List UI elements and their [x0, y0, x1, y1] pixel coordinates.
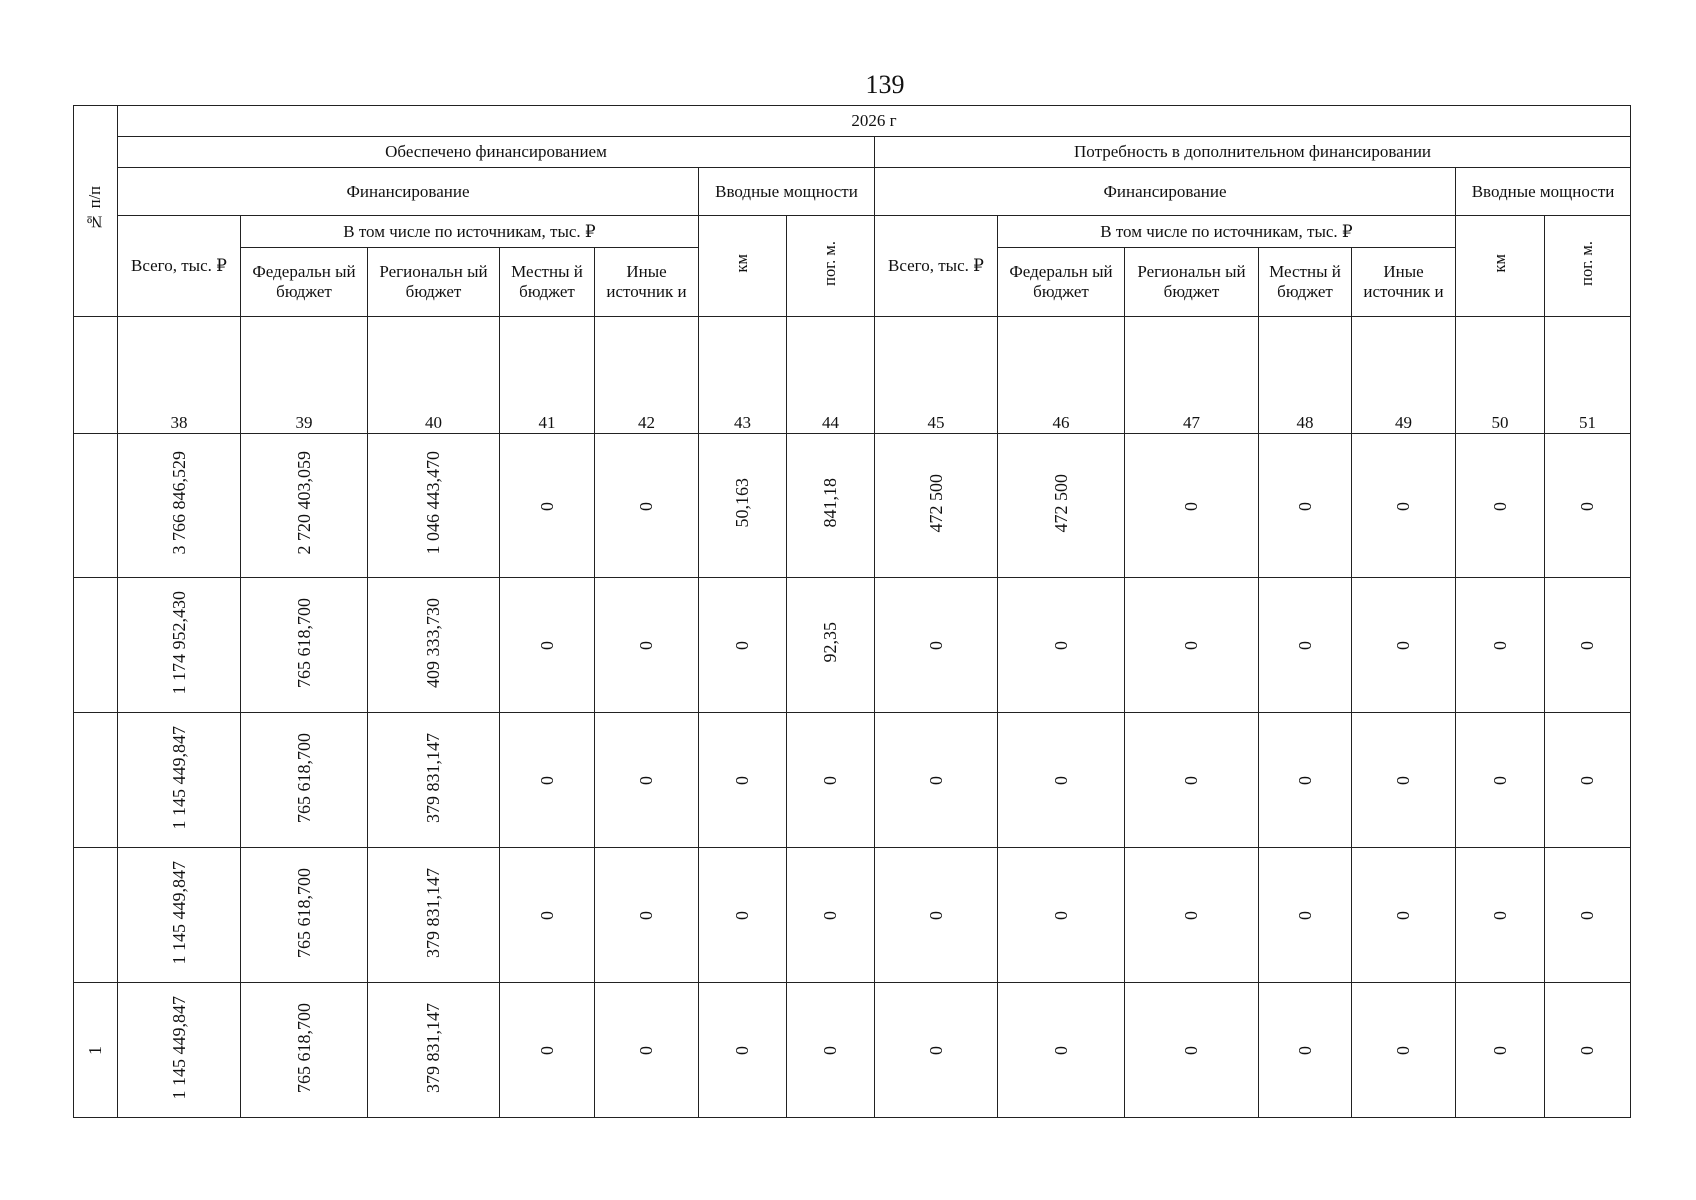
column-number: 39 [241, 317, 368, 434]
table-cell: 379 831,147 [368, 713, 500, 848]
table-cell: 0 [699, 578, 787, 713]
table-cell: 765 618,700 [241, 983, 368, 1118]
table-cell: 0 [500, 983, 595, 1118]
column-number: 45 [875, 317, 998, 434]
secured-financing-header: Обеспечено финансированием [118, 137, 875, 168]
other-header: Иные источник и [595, 248, 699, 317]
table-cell: 0 [1352, 578, 1456, 713]
table-cell: 0 [1352, 848, 1456, 983]
total-header-2: Всего, тыс. ₽ [875, 216, 998, 317]
table-cell: 0 [1352, 434, 1456, 578]
column-number: 47 [1125, 317, 1259, 434]
table-cell: 1 046 443,470 [368, 434, 500, 578]
table-cell: 0 [875, 713, 998, 848]
table-cell: 3 766 846,529 [118, 434, 241, 578]
financing-header-2: Финансирование [875, 168, 1456, 216]
row-number-header: № п/п [74, 106, 118, 317]
table-cell: 472 500 [875, 434, 998, 578]
column-number: 41 [500, 317, 595, 434]
row-number-cell [74, 434, 118, 578]
table-cell: 0 [595, 713, 699, 848]
table-row [74, 578, 1631, 713]
table-cell: 0 [875, 983, 998, 1118]
local-header: Местны й бюджет [500, 248, 595, 317]
table-cell: 0 [500, 434, 595, 578]
table-cell: 0 [500, 713, 595, 848]
pog-m-header-2: пог. м. [1545, 216, 1631, 317]
table-cell: 765 618,700 [241, 578, 368, 713]
capacities-header: Вводные мощности [699, 168, 875, 216]
table-cell: 0 [998, 578, 1125, 713]
table-row [74, 434, 1631, 578]
financing-table [73, 105, 1631, 1118]
table-cell: 0 [875, 848, 998, 983]
table-row [74, 983, 1631, 1118]
column-number: 40 [368, 317, 500, 434]
column-number [74, 317, 118, 434]
table-cell: 0 [595, 578, 699, 713]
table-cell: 0 [1259, 713, 1352, 848]
table-cell: 2 720 403,059 [241, 434, 368, 578]
table-cell: 0 [699, 848, 787, 983]
table-cell: 0 [998, 983, 1125, 1118]
federal-header: Федеральн ый бюджет [241, 248, 368, 317]
column-number-row [74, 317, 1631, 434]
column-number: 43 [699, 317, 787, 434]
table-cell: 0 [1125, 848, 1259, 983]
table-cell: 0 [1125, 578, 1259, 713]
row-number-cell [74, 848, 118, 983]
table-cell: 765 618,700 [241, 848, 368, 983]
table-cell: 0 [1125, 434, 1259, 578]
table-cell: 0 [699, 983, 787, 1118]
table-cell: 0 [1545, 578, 1631, 713]
row-number-cell [74, 578, 118, 713]
table-cell: 0 [787, 713, 875, 848]
table-cell: 0 [1545, 434, 1631, 578]
table-cell: 0 [1545, 848, 1631, 983]
regional-header-2: Региональн ый бюджет [1125, 248, 1259, 317]
table-cell: 0 [500, 578, 595, 713]
additional-financing-header: Потребность в дополнительном финансировании [875, 137, 1631, 168]
capacities-header-2: Вводные мощности [1456, 168, 1631, 216]
table-cell: 0 [1125, 983, 1259, 1118]
federal-header-2: Федеральн ый бюджет [998, 248, 1125, 317]
table-cell: 0 [1259, 848, 1352, 983]
table-cell: 765 618,700 [241, 713, 368, 848]
km-header-2: км [1456, 216, 1545, 317]
table-cell: 92,35 [787, 578, 875, 713]
page-number: 139 [865, 70, 905, 99]
column-number: 50 [1456, 317, 1545, 434]
table-cell: 0 [1259, 434, 1352, 578]
table-cell: 0 [1259, 983, 1352, 1118]
column-number: 49 [1352, 317, 1456, 434]
table-cell: 379 831,147 [368, 848, 500, 983]
row-number-cell: 1 [74, 983, 118, 1118]
table-cell: 409 333,730 [368, 578, 500, 713]
regional-header: Региональн ый бюджет [368, 248, 500, 317]
table-cell: 0 [1456, 848, 1545, 983]
table-cell: 841,18 [787, 434, 875, 578]
column-number: 38 [118, 317, 241, 434]
table-cell: 0 [699, 713, 787, 848]
table-cell: 0 [787, 848, 875, 983]
table-cell: 1 145 449,847 [118, 848, 241, 983]
table-cell: 472 500 [998, 434, 1125, 578]
column-number: 51 [1545, 317, 1631, 434]
km-header: км [699, 216, 787, 317]
table-cell: 50,163 [699, 434, 787, 578]
table-cell: 0 [595, 983, 699, 1118]
table-row [74, 713, 1631, 848]
table-cell: 0 [1545, 713, 1631, 848]
row-number-cell [74, 713, 118, 848]
local-header-2: Местны й бюджет [1259, 248, 1352, 317]
year-header: 2026 г [118, 106, 1631, 137]
table-cell: 0 [1456, 713, 1545, 848]
table-cell: 0 [998, 848, 1125, 983]
table-cell: 1 145 449,847 [118, 983, 241, 1118]
column-number: 42 [595, 317, 699, 434]
table-cell: 0 [1545, 983, 1631, 1118]
table-cell: 1 174 952,430 [118, 578, 241, 713]
table-cell: 379 831,147 [368, 983, 500, 1118]
table-row [74, 848, 1631, 983]
table-cell: 0 [1352, 983, 1456, 1118]
table-cell: 0 [1259, 578, 1352, 713]
table-cell: 0 [998, 713, 1125, 848]
pog-m-header: пог. м. [787, 216, 875, 317]
table-cell: 0 [1456, 983, 1545, 1118]
financing-header: Финансирование [118, 168, 699, 216]
total-header: Всего, тыс. ₽ [118, 216, 241, 317]
by-sources-header-2: В том числе по источникам, тыс. ₽ [998, 216, 1456, 248]
table-cell: 0 [787, 983, 875, 1118]
table-cell: 0 [1456, 434, 1545, 578]
column-number: 46 [998, 317, 1125, 434]
table-cell: 0 [1352, 713, 1456, 848]
by-sources-header: В том числе по источникам, тыс. ₽ [241, 216, 699, 248]
table-cell: 0 [875, 578, 998, 713]
table-cell: 0 [1456, 578, 1545, 713]
table-cell: 0 [595, 848, 699, 983]
table-cell: 0 [1125, 713, 1259, 848]
other-header-2: Иные источник и [1352, 248, 1456, 317]
table-cell: 0 [595, 434, 699, 578]
table-cell: 0 [500, 848, 595, 983]
column-number: 48 [1259, 317, 1352, 434]
column-number: 44 [787, 317, 875, 434]
table-cell: 1 145 449,847 [118, 713, 241, 848]
